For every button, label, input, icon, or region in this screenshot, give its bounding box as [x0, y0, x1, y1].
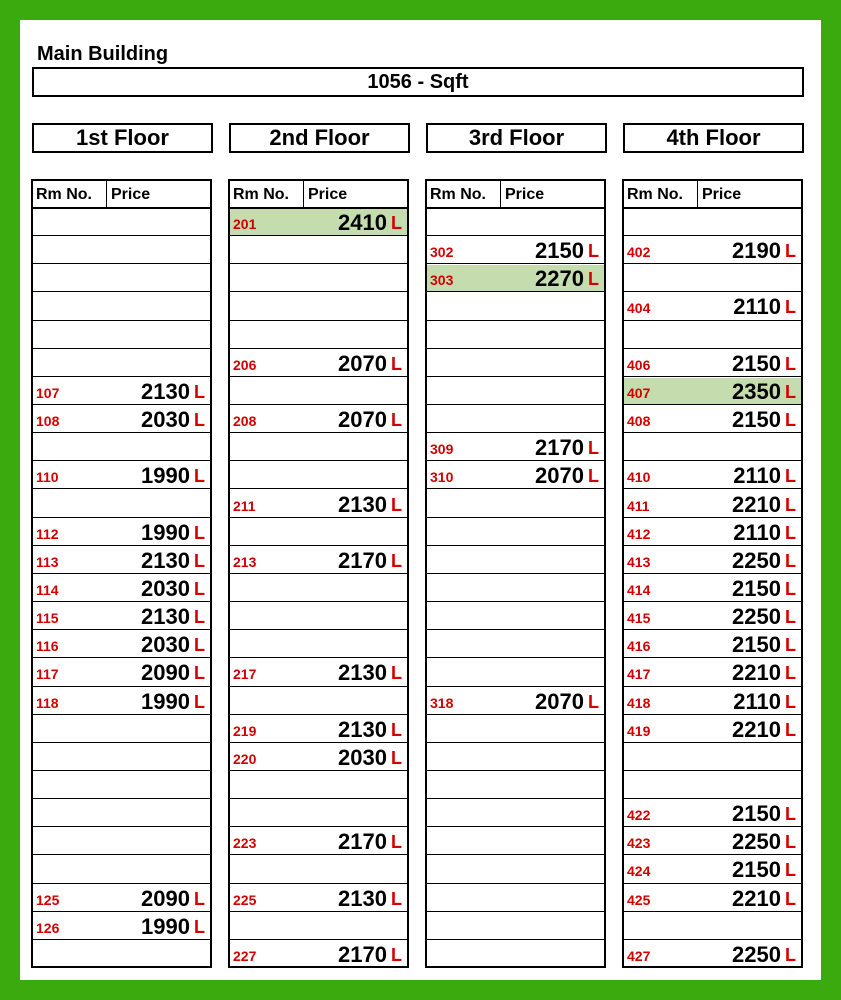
price-unit: L — [785, 241, 796, 262]
room-price: 2410 — [338, 210, 387, 235]
room-price: 2150 — [732, 632, 781, 658]
empty-row — [427, 716, 604, 743]
room-row — [624, 237, 801, 264]
room-number: 404 — [627, 300, 651, 317]
price-unit: L — [588, 466, 599, 487]
price-unit: L — [194, 888, 205, 909]
room-price: 2070 — [535, 463, 584, 489]
empty-row — [427, 885, 604, 912]
room-price: 2190 — [732, 238, 781, 264]
price-heading: Price — [308, 186, 348, 203]
floor-header: 1st Floor — [32, 123, 213, 153]
empty-row — [33, 800, 210, 827]
price-unit: L — [785, 635, 796, 656]
room-row — [230, 547, 407, 574]
room-number: 117 — [36, 666, 59, 683]
empty-row — [624, 744, 801, 771]
price-unit: L — [785, 381, 796, 402]
price-unit: L — [785, 691, 796, 712]
room-row — [33, 519, 210, 546]
room-price: 2070 — [535, 688, 584, 714]
room-row — [427, 462, 604, 489]
price-unit: L — [391, 747, 402, 768]
price-unit: L — [785, 607, 796, 628]
room-number: 415 — [627, 610, 651, 627]
room-price: 2210 — [732, 885, 781, 911]
floor-header: 4th Floor — [623, 123, 804, 153]
room-price: 2150 — [732, 575, 781, 601]
room-number: 423 — [627, 835, 651, 852]
price-unit: L — [391, 410, 402, 431]
room-price: 2210 — [732, 660, 781, 686]
room-number: 206 — [233, 356, 257, 373]
price-unit: L — [391, 550, 402, 571]
price-unit: L — [391, 494, 402, 515]
empty-row — [33, 434, 210, 461]
empty-row — [33, 772, 210, 799]
price-unit: L — [194, 635, 205, 656]
room-number: 110 — [36, 469, 59, 486]
room-number: 201 — [233, 216, 257, 232]
empty-row — [230, 603, 407, 630]
room-price: 2130 — [141, 378, 190, 404]
room-row — [33, 659, 210, 686]
price-unit: L — [588, 691, 599, 712]
price-unit: L — [588, 241, 599, 262]
room-row — [230, 491, 407, 518]
room-number: 408 — [627, 413, 651, 430]
price-heading: Price — [111, 186, 151, 203]
floor-header: 3rd Floor — [426, 123, 607, 153]
room-number: 424 — [627, 863, 651, 880]
empty-row — [230, 322, 407, 349]
room-price: 2110 — [733, 294, 781, 320]
price-unit: L — [391, 663, 402, 684]
price-unit: L — [785, 860, 796, 881]
room-row — [230, 716, 407, 743]
floor-table — [425, 179, 606, 968]
room-price: 2090 — [141, 660, 190, 686]
room-number: 225 — [233, 891, 257, 908]
room-price: 2070 — [338, 407, 387, 433]
room-number: 402 — [627, 244, 651, 261]
price-unit: L — [785, 297, 796, 318]
room-number-heading: Rm No. — [430, 186, 486, 203]
price-unit: L — [785, 944, 796, 965]
price-unit: L — [785, 832, 796, 853]
empty-row — [230, 519, 407, 546]
room-row — [427, 265, 604, 292]
empty-row — [33, 293, 210, 320]
price-unit: L — [391, 944, 402, 965]
room-price: 2030 — [338, 744, 387, 770]
empty-row — [230, 631, 407, 658]
room-price: 2090 — [141, 885, 190, 911]
room-number: 422 — [627, 807, 651, 824]
price-unit: L — [194, 381, 205, 402]
column-divider — [106, 181, 107, 207]
empty-row — [33, 941, 210, 967]
price-heading: Price — [702, 186, 742, 203]
price-unit: L — [785, 494, 796, 515]
price-unit: L — [391, 719, 402, 740]
room-number: 309 — [430, 441, 454, 458]
room-price: 2110 — [733, 688, 781, 714]
empty-row — [427, 800, 604, 827]
room-price: 2250 — [732, 547, 781, 573]
room-number: 118 — [36, 694, 59, 711]
price-unit: L — [785, 353, 796, 374]
empty-row — [427, 350, 604, 377]
room-price: 2250 — [732, 604, 781, 630]
room-number: 302 — [430, 244, 454, 261]
room-price: 2170 — [535, 435, 584, 461]
room-row — [427, 237, 604, 264]
price-unit: L — [785, 888, 796, 909]
empty-row — [230, 856, 407, 883]
room-price: 2210 — [732, 716, 781, 742]
room-number: 113 — [36, 553, 59, 570]
empty-row — [427, 744, 604, 771]
room-price: 2110 — [733, 519, 781, 545]
room-number: 412 — [627, 525, 651, 542]
room-price: 2350 — [732, 378, 781, 404]
price-unit: L — [588, 269, 599, 290]
column-header-row — [230, 181, 407, 209]
room-row — [33, 885, 210, 912]
room-row — [624, 378, 801, 405]
room-price: 2030 — [141, 632, 190, 658]
price-unit: L — [785, 466, 796, 487]
room-price: 2170 — [338, 829, 387, 855]
empty-row — [427, 575, 604, 602]
empty-row — [427, 631, 604, 658]
empty-row — [427, 941, 604, 967]
room-price: 2270 — [535, 266, 584, 292]
room-price: 2170 — [338, 941, 387, 967]
price-unit: L — [785, 719, 796, 740]
room-number: 310 — [430, 469, 454, 486]
column-header-row — [624, 181, 801, 209]
room-number: 410 — [627, 469, 651, 486]
price-unit: L — [194, 550, 205, 571]
room-row — [427, 688, 604, 715]
price-unit: L — [194, 916, 205, 937]
room-price: 2130 — [141, 604, 190, 630]
room-number: 425 — [627, 891, 651, 908]
room-price: 2130 — [338, 491, 387, 517]
price-unit: L — [588, 438, 599, 459]
room-number: 416 — [627, 638, 651, 655]
empty-row — [624, 772, 801, 799]
room-number: 126 — [36, 919, 60, 936]
room-row — [624, 575, 801, 602]
column-header-row — [33, 181, 210, 209]
room-row — [624, 547, 801, 574]
room-price: 2150 — [732, 801, 781, 827]
empty-row — [427, 378, 604, 405]
empty-row — [230, 462, 407, 489]
room-row — [230, 828, 407, 855]
empty-row — [427, 519, 604, 546]
room-number: 125 — [36, 891, 60, 908]
price-unit: L — [391, 888, 402, 909]
empty-row — [33, 265, 210, 292]
room-number: 303 — [430, 272, 454, 289]
empty-row — [427, 293, 604, 320]
room-row — [624, 688, 801, 715]
room-price: 2150 — [732, 350, 781, 376]
room-number: 407 — [627, 384, 651, 401]
empty-row — [427, 547, 604, 574]
price-unit: L — [785, 410, 796, 431]
room-number: 406 — [627, 356, 651, 373]
room-number: 419 — [627, 722, 651, 739]
empty-row — [230, 772, 407, 799]
empty-row — [33, 209, 210, 236]
room-row — [624, 631, 801, 658]
room-price: 2250 — [732, 941, 781, 967]
room-row — [230, 744, 407, 771]
room-row — [230, 885, 407, 912]
room-row — [33, 603, 210, 630]
room-number: 417 — [627, 666, 651, 683]
empty-row — [230, 800, 407, 827]
column-header-row — [427, 181, 604, 209]
empty-row — [230, 378, 407, 405]
room-row — [624, 828, 801, 855]
room-price: 2030 — [141, 575, 190, 601]
room-row — [230, 350, 407, 377]
empty-row — [624, 209, 801, 236]
empty-row — [427, 322, 604, 349]
price-unit: L — [194, 466, 205, 487]
price-unit: L — [194, 578, 205, 599]
empty-row — [230, 575, 407, 602]
empty-row — [230, 434, 407, 461]
price-unit: L — [194, 410, 205, 431]
room-price: 2110 — [733, 463, 781, 489]
room-price: 2030 — [141, 407, 190, 433]
room-number-heading: Rm No. — [233, 186, 289, 203]
empty-row — [427, 491, 604, 518]
empty-row — [230, 688, 407, 715]
column-divider — [303, 181, 304, 207]
room-number-heading: Rm No. — [36, 186, 92, 203]
room-row — [230, 209, 407, 236]
empty-row — [33, 237, 210, 264]
price-heading: Price — [505, 186, 545, 203]
room-number: 116 — [36, 638, 59, 655]
room-price: 1990 — [141, 519, 190, 545]
room-row — [624, 293, 801, 320]
room-row — [33, 575, 210, 602]
room-price: 2130 — [338, 660, 387, 686]
room-number: 413 — [627, 553, 651, 570]
empty-row — [427, 856, 604, 883]
room-row — [427, 434, 604, 461]
price-unit: L — [194, 691, 205, 712]
empty-row — [427, 209, 604, 236]
room-row — [33, 406, 210, 433]
price-unit: L — [194, 607, 205, 628]
room-price: 2150 — [535, 238, 584, 264]
empty-row — [427, 603, 604, 630]
room-number: 114 — [36, 581, 59, 598]
empty-row — [33, 856, 210, 883]
room-price: 2130 — [338, 716, 387, 742]
floor-table — [31, 179, 212, 968]
empty-row — [427, 772, 604, 799]
room-row — [624, 659, 801, 686]
room-number: 219 — [233, 722, 257, 739]
price-unit: L — [785, 804, 796, 825]
empty-row — [33, 491, 210, 518]
room-row — [624, 885, 801, 912]
price-unit: L — [391, 213, 402, 233]
room-price: 2130 — [338, 885, 387, 911]
room-number: 427 — [627, 947, 651, 964]
room-number: 107 — [36, 384, 60, 401]
room-number-heading: Rm No. — [627, 186, 683, 203]
room-number: 220 — [233, 750, 257, 767]
price-unit: L — [785, 663, 796, 684]
room-row — [624, 350, 801, 377]
room-row — [624, 519, 801, 546]
room-number: 217 — [233, 666, 257, 683]
room-row — [624, 856, 801, 883]
room-price: 2150 — [732, 407, 781, 433]
floor-table — [622, 179, 803, 968]
room-row — [33, 378, 210, 405]
room-number: 414 — [627, 581, 651, 598]
room-price: 2070 — [338, 350, 387, 376]
room-price: 2150 — [732, 857, 781, 883]
empty-row — [33, 322, 210, 349]
room-number: 112 — [36, 525, 59, 542]
floor-table — [228, 179, 409, 968]
room-row — [624, 406, 801, 433]
room-row — [624, 941, 801, 967]
empty-row — [427, 406, 604, 433]
room-row — [624, 800, 801, 827]
room-number: 108 — [36, 413, 60, 430]
room-number: 208 — [233, 413, 257, 430]
room-row — [624, 491, 801, 518]
room-row — [33, 688, 210, 715]
room-price: 1990 — [141, 688, 190, 714]
empty-row — [230, 265, 407, 292]
room-row — [33, 462, 210, 489]
room-row — [33, 631, 210, 658]
empty-row — [427, 659, 604, 686]
floor-header: 2nd Floor — [229, 123, 410, 153]
empty-row — [33, 350, 210, 377]
room-row — [230, 406, 407, 433]
column-divider — [500, 181, 501, 207]
room-price: 2250 — [732, 829, 781, 855]
room-number: 211 — [233, 497, 256, 514]
empty-row — [427, 828, 604, 855]
price-unit: L — [391, 832, 402, 853]
room-number: 411 — [627, 497, 650, 514]
room-row — [33, 547, 210, 574]
price-unit: L — [194, 522, 205, 543]
room-row — [624, 716, 801, 743]
room-row — [624, 603, 801, 630]
room-number: 418 — [627, 694, 651, 711]
empty-row — [33, 744, 210, 771]
area-banner: 1056 - Sqft — [32, 67, 804, 97]
empty-row — [624, 265, 801, 292]
room-row — [33, 913, 210, 940]
empty-row — [33, 828, 210, 855]
price-unit: L — [785, 578, 796, 599]
room-number: 115 — [36, 610, 59, 627]
column-divider — [697, 181, 698, 207]
room-price: 2210 — [732, 491, 781, 517]
room-row — [230, 941, 407, 967]
price-unit: L — [391, 353, 402, 374]
empty-row — [230, 913, 407, 940]
room-number: 318 — [430, 694, 454, 711]
empty-row — [230, 237, 407, 264]
room-number: 213 — [233, 553, 257, 570]
empty-row — [33, 716, 210, 743]
empty-row — [624, 322, 801, 349]
room-price: 1990 — [141, 913, 190, 939]
room-row — [230, 659, 407, 686]
price-unit: L — [785, 522, 796, 543]
empty-row — [624, 434, 801, 461]
room-price: 2170 — [338, 547, 387, 573]
room-price: 2130 — [141, 547, 190, 573]
price-unit: L — [785, 550, 796, 571]
building-title: Main Building — [37, 43, 169, 65]
room-row — [624, 462, 801, 489]
price-unit: L — [194, 663, 205, 684]
empty-row — [230, 293, 407, 320]
room-number: 223 — [233, 835, 257, 852]
empty-row — [624, 913, 801, 940]
empty-row — [427, 913, 604, 940]
room-number: 227 — [233, 947, 257, 964]
room-price: 1990 — [141, 463, 190, 489]
